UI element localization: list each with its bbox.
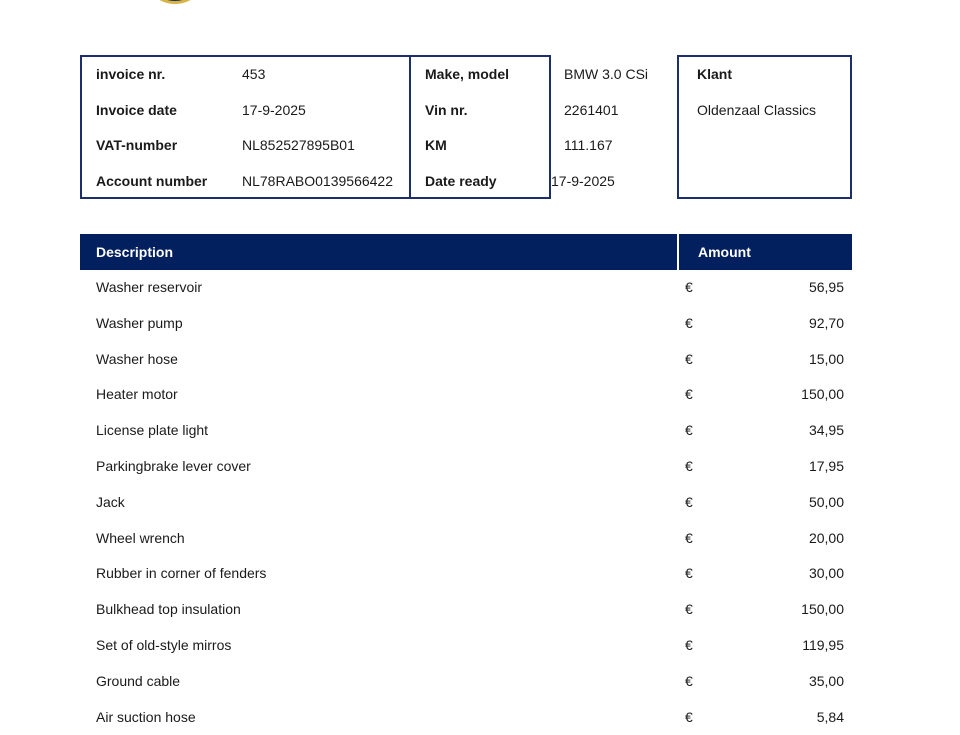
table-row xyxy=(80,342,852,378)
item-amount: 150,00 xyxy=(801,386,844,403)
table-header xyxy=(80,234,852,270)
invoice-info-section xyxy=(80,55,852,199)
currency-symbol: € xyxy=(685,529,693,546)
currency-symbol: € xyxy=(685,708,693,725)
table-row xyxy=(80,449,852,485)
vin-label: Vin nr. xyxy=(425,102,468,118)
item-amount: 15,00 xyxy=(808,350,844,367)
table-row xyxy=(80,377,852,413)
table-row xyxy=(80,521,852,557)
item-description: Bulkhead top insulation xyxy=(96,601,241,618)
currency-symbol: € xyxy=(685,636,693,653)
item-description: Rubber in corner of fenders xyxy=(96,565,267,582)
item-amount: 5,84 xyxy=(816,708,844,725)
invoice-nr-value: 453 xyxy=(242,66,266,82)
account-number-label: Account number xyxy=(96,173,208,189)
client-name: Oldenzaal Classics xyxy=(697,102,817,118)
vehicle-box-bottom-border xyxy=(409,197,549,199)
invoice-date-value: 17-9-2025 xyxy=(242,102,306,118)
client-label: Klant xyxy=(697,66,732,82)
currency-symbol: € xyxy=(685,457,693,474)
km-label: KM xyxy=(425,137,447,153)
table-row xyxy=(80,413,852,449)
currency-symbol: € xyxy=(685,314,693,331)
item-description: Set of old-style mirros xyxy=(96,636,232,653)
table-row xyxy=(80,556,852,592)
item-description: Washer hose xyxy=(96,350,178,367)
item-amount: 17,95 xyxy=(808,457,844,474)
currency-symbol: € xyxy=(685,565,693,582)
vat-number-label: VAT-number xyxy=(96,137,178,153)
item-amount: 20,00 xyxy=(808,529,844,546)
item-description: Washer reservoir xyxy=(96,279,203,295)
currency-symbol: € xyxy=(685,386,693,403)
account-number-value: NL78RABO0139566422 xyxy=(242,173,394,189)
item-description: Washer pump xyxy=(96,314,183,331)
table-row xyxy=(80,628,852,664)
table-row xyxy=(80,270,852,306)
date-ready-label: Date ready xyxy=(425,173,497,189)
company-logo xyxy=(145,0,205,4)
item-amount: 150,00 xyxy=(801,601,844,618)
vat-number-value: NL852527895B01 xyxy=(242,137,355,153)
table-row xyxy=(80,306,852,342)
amount-header: Amount xyxy=(698,244,751,260)
date-ready-value: 17-9-2025 xyxy=(551,173,615,189)
currency-symbol: € xyxy=(685,493,693,510)
item-amount: 35,00 xyxy=(808,672,844,689)
currency-symbol: € xyxy=(685,601,693,618)
item-amount: 30,00 xyxy=(808,565,844,582)
currency-symbol: € xyxy=(685,279,693,295)
item-description: Air suction hose xyxy=(96,708,196,725)
item-description: Parkingbrake lever cover xyxy=(96,457,251,474)
description-header: Description xyxy=(96,244,174,260)
item-amount: 92,70 xyxy=(808,314,844,331)
invoice-date-label: Invoice date xyxy=(96,102,177,118)
table-row xyxy=(80,592,852,628)
item-description: Wheel wrench xyxy=(96,529,185,546)
vin-value: 2261401 xyxy=(564,102,619,118)
currency-symbol: € xyxy=(685,350,693,367)
currency-symbol: € xyxy=(685,422,693,439)
header-column-separator xyxy=(677,234,679,270)
km-value: 111.167 xyxy=(564,137,613,153)
table-row xyxy=(80,485,852,521)
item-description: Ground cable xyxy=(96,672,181,689)
invoice-nr-label: invoice nr. xyxy=(96,66,166,82)
item-amount: 34,95 xyxy=(808,422,844,439)
currency-symbol: € xyxy=(685,672,693,689)
item-amount: 50,00 xyxy=(808,493,844,510)
line-items xyxy=(80,270,852,735)
make-model-label: Make, model xyxy=(425,66,510,82)
table-row xyxy=(80,700,852,735)
item-amount: 119,95 xyxy=(802,636,844,653)
item-description: Heater motor xyxy=(96,386,178,403)
make-model-value: BMW 3.0 CSi xyxy=(564,66,649,82)
item-description: Jack xyxy=(96,493,125,510)
item-amount: 56,95 xyxy=(808,279,844,295)
item-description: License plate light xyxy=(96,422,209,439)
table-row xyxy=(80,664,852,700)
